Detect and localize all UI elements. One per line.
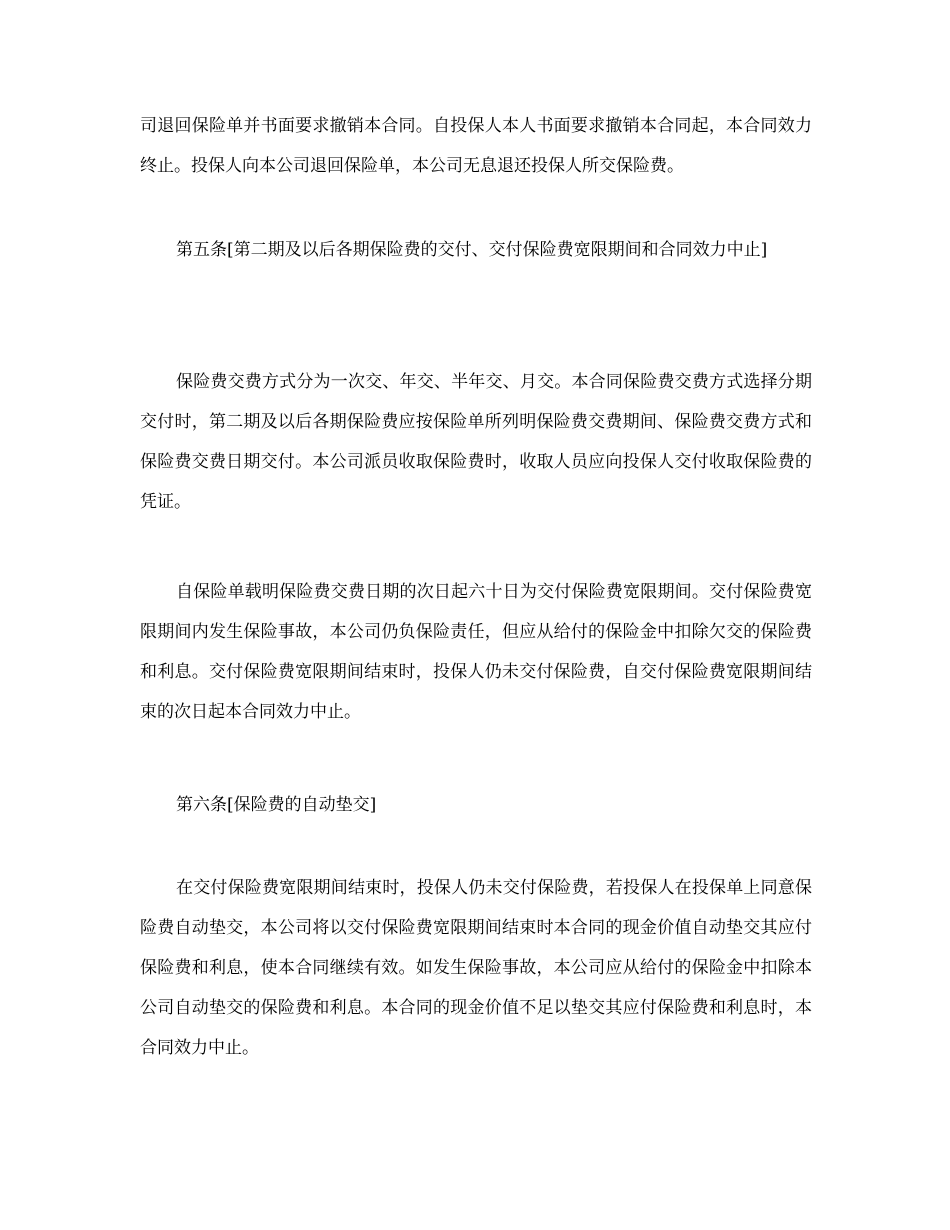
article-6-heading: 第六条[保险费的自动垫交] — [176, 795, 377, 815]
paragraph-grace-period: 自保险单载明保险费交费日期的次日起六十日为交付保险费宽限期间。交付保险费宽限期间内发生保险事故，本公司仍负保险责任，但应从给付的保险金中扣除欠交的保险费和利息。交付保险费宽限期间结束时，投保人仍未交付保险费，自交付保险费宽限期间结束的次日起本合同效力中止。 — [140, 582, 812, 722]
article-5-heading: 第五条[第二期及以后各期保险费的交付、交付保险费宽限期间和合同效力中止] — [176, 240, 768, 260]
paragraph-contract-revocation-continued: 司退回保险单并书面要求撤销本合同。自投保人本人书面要求撤销本合同起，本合同效力终止。投保人向本公司退回保险单，本公司无息退还投保人所交保险费。 — [140, 116, 812, 176]
paragraph-automatic-premium-loan: 在交付保险费宽限期间结束时，投保人仍未交付保险费，若投保人在投保单上同意保险费自动垫交，本公司将以交付保险费宽限期间结束时本合同的现金价值自动垫交其应付保险费和利息，使本合同继续有效。如发生保险事故，本公司应从给付的保险金中扣除本公司自动垫交的保险费和利息。本合同的现金价值不足以垫交其应付保险费和利息时，本合同效力中止。 — [140, 878, 812, 1058]
paragraph-premium-payment-methods: 保险费交费方式分为一次交、年交、半年交、月交。本合同保险费交费方式选择分期交付时，第二期及以后各期保险费应按保险单所列明保险费交费期间、保险费交费方式和保险费交费日期交付。本公司派员收取保险费时，收取人员应向投保人交付收取保险费的凭证。 — [140, 372, 812, 512]
